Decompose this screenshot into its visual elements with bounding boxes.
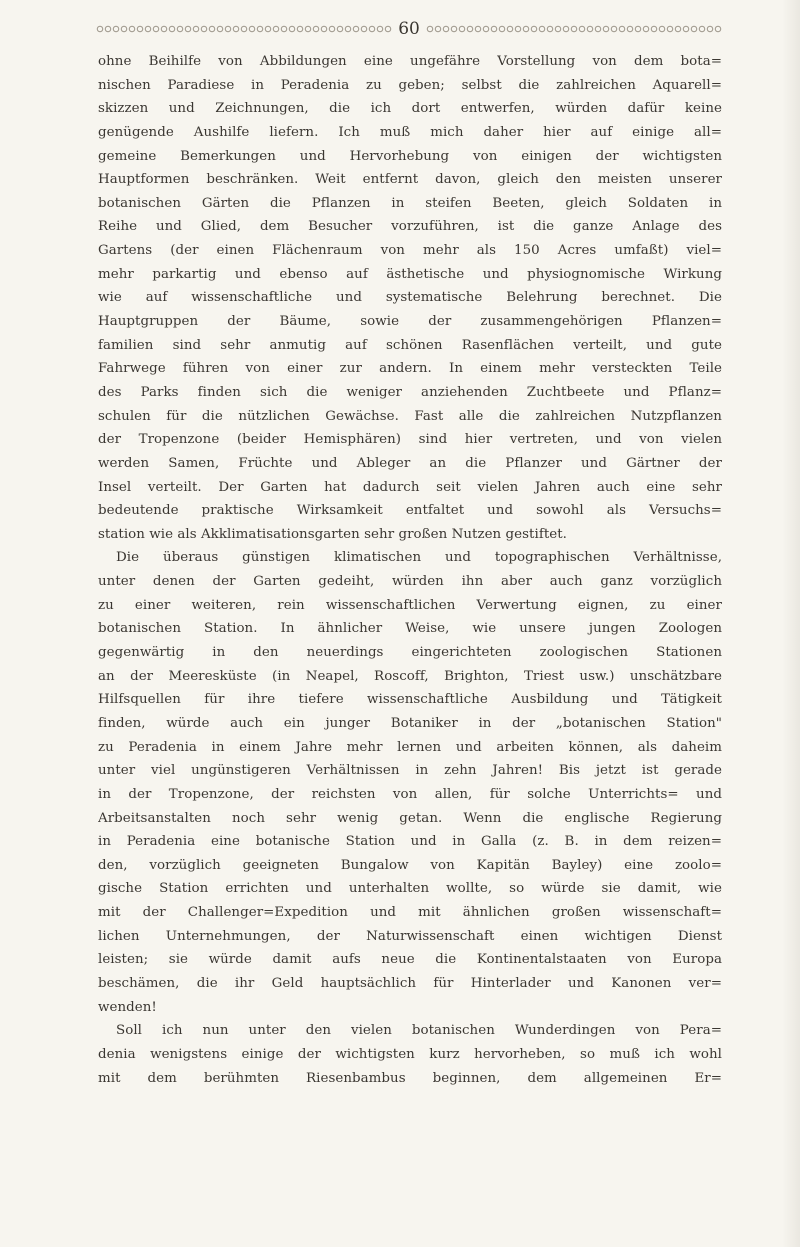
- text-line: mit dem berühmten Riesenbambus beginnen, dem allgemeinen Er=: [98, 1070, 722, 1086]
- text-line: gemeine Bemerkungen und Hervorhebung von einigen der wichtigsten: [98, 148, 722, 164]
- text-line: Die überaus günstigen klimatischen und topographischen Verhältnisse,: [116, 550, 722, 566]
- text-line: lichen Unternehmungen, der Naturwissenschaft einen wichtigen Dienst: [98, 928, 722, 944]
- text-line: leisten; sie würde damit aufs neue die Kontinentalstaaten von Europa: [98, 952, 722, 968]
- page-number: 60: [398, 19, 420, 39]
- text-line: an der Meeresküste (in Neapel, Roscoff, Brighton, Triest usw.) unschätzbare: [98, 668, 722, 684]
- text-line: der Tropenzone (beider Hemisphären) sind hier vertreten, und von vielen: [98, 432, 722, 448]
- page-edge-shadow: [782, 0, 800, 1247]
- text-line: zu einer weiteren, rein wissenschaftlichen Verwertung eignen, zu einer: [98, 597, 722, 613]
- text-line: Reihe und Glied, dem Besucher vorzuführen, ist die ganze Anlage des: [98, 219, 722, 235]
- page-header: [96, 16, 722, 42]
- text-line: genügende Aushilfe liefern. Ich muß mich daher hier auf einige all=: [98, 124, 722, 140]
- text-line: Hilfsquellen für ihre tiefere wissenschaftliche Ausbildung und Tätigkeit: [98, 692, 722, 708]
- text-line: schulen für die nützlichen Gewächse. Fast alle die zahlreichen Nutzpflanzen: [98, 408, 722, 424]
- text-line: werden Samen, Früchte und Ableger an die Pflanzer und Gärtner der: [98, 455, 722, 471]
- text-line: Soll ich nun unter den vielen botanischen Wunderdingen von Pera=: [116, 1023, 722, 1039]
- text-line: station wie als Akklimatisationsgarten sehr großen Nutzen gestiftet.: [98, 526, 567, 542]
- text-line: Arbeitsanstalten noch sehr wenig getan. Wenn die englische Regierung: [98, 810, 722, 826]
- text-line: beschämen, die ihr Geld hauptsächlich für Hinterlader und Kanonen ver=: [98, 975, 722, 991]
- text-line: ohne Beihilfe von Abbildungen eine ungefähre Vorstellung von dem bota=: [98, 54, 722, 69]
- header-ornament-right: [426, 24, 722, 34]
- text-line: Fahrwege führen von einer zur andern. In einem mehr versteckten Teile: [98, 361, 722, 377]
- text-line: gegenwärtig in den neuerdings eingerichteten zoologischen Stationen: [98, 645, 722, 661]
- text-line: denia wenigstens einige der wichtigsten kurz hervorheben, so muß ich wohl: [98, 1046, 722, 1062]
- text-line: botanischen Station. In ähnlicher Weise, wie unsere jungen Zoologen: [98, 621, 722, 637]
- text-line: den, vorzüglich geeigneten Bungalow von Kapitän Bayley) eine zoolo=: [98, 857, 722, 873]
- text-line: nischen Paradiese in Peradenia zu geben; selbst die zahlreichen Aquarell=: [98, 77, 722, 93]
- header-ornament-left: [96, 24, 392, 34]
- text-line: des Parks finden sich die weniger anziehenden Zuchtbeete und Pflanz=: [98, 384, 722, 400]
- text-line: wenden!: [98, 999, 157, 1015]
- text-line: botanischen Gärten die Pflanzen in steifen Beeten, gleich Soldaten in: [98, 195, 722, 211]
- text-line: gische Station errichten und unterhalten wollte, so würde sie damit, wie: [98, 881, 722, 897]
- text-line: Gartens (der einen Flächenraum von mehr als 150 Acres umfaßt) viel=: [98, 243, 722, 259]
- text-line: Hauptformen beschränken. Weit entfernt davon, gleich den meisten unserer: [98, 172, 722, 188]
- text-line: unter viel ungünstigeren Verhältnissen in zehn Jahren! Bis jetzt ist gerade: [98, 763, 722, 779]
- text-line: in Peradenia eine botanische Station und in Galla (z. B. in dem reizen=: [98, 834, 722, 850]
- text-line: finden, würde auch ein junger Botaniker in der „botanischen Station": [98, 715, 722, 731]
- text-line: Insel verteilt. Der Garten hat dadurch seit vielen Jahren auch eine sehr: [98, 479, 722, 495]
- text-line: unter denen der Garten gedeiht, würden ihn aber auch ganz vorzüglich: [98, 574, 722, 590]
- body-text: [98, 50, 722, 1090]
- text-line: Hauptgruppen der Bäume, sowie der zusammengehörigen Pflanzen=: [98, 314, 722, 330]
- text-line: skizzen und Zeichnungen, die ich dort entwerfen, würden dafür keine: [98, 101, 722, 117]
- text-line: bedeutende praktische Wirksamkeit entfaltet und sowohl als Versuchs=: [98, 503, 722, 519]
- text-line: wie auf wissenschaftliche und systematische Belehrung berechnet. Die: [98, 290, 722, 306]
- text-line: mit der Challenger=Expedition und mit ähnlichen großen wissenschaft=: [98, 905, 722, 921]
- text-line: in der Tropenzone, der reichsten von allen, für solche Unterrichts= und: [98, 786, 722, 802]
- text-line: familien sind sehr anmutig auf schönen Rasenflächen verteilt, und gute: [98, 337, 722, 353]
- text-line: zu Peradenia in einem Jahre mehr lernen und arbeiten können, als daheim: [98, 739, 722, 755]
- text-line: mehr parkartig und ebenso auf ästhetische und physiognomische Wirkung: [98, 266, 722, 282]
